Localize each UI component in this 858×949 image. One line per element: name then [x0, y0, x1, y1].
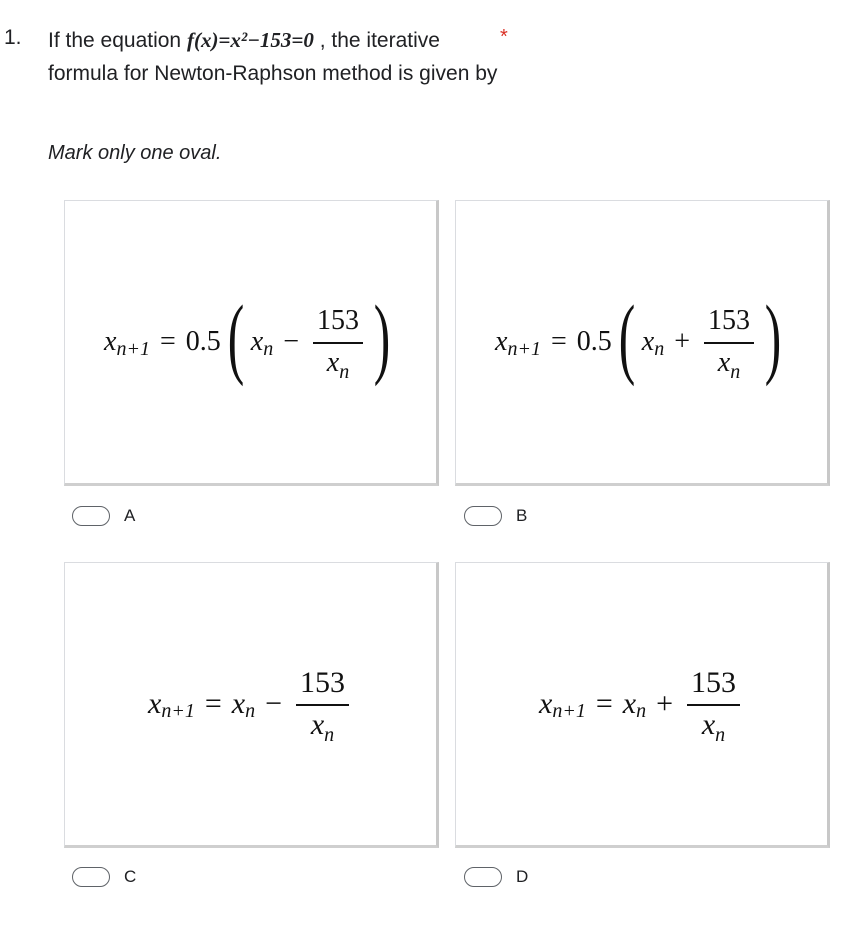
denominator — [717, 344, 741, 383]
minus-sign: − — [283, 326, 299, 357]
radio-oval-a[interactable] — [72, 506, 110, 526]
formula-d — [456, 563, 827, 845]
denominator-subscript: n — [324, 723, 335, 746]
equals-sign: = — [204, 687, 222, 720]
denominator-subscript: n — [339, 361, 350, 383]
lhs-subscript: n+1 — [161, 699, 195, 722]
denominator-var: x — [701, 707, 716, 741]
question-text-before: If the equation — [48, 29, 187, 52]
question-text — [48, 24, 498, 90]
instruction-text: Mark only one oval. — [48, 142, 222, 164]
denominator-var: x — [310, 707, 325, 741]
fraction — [687, 665, 740, 746]
radio-oval-b[interactable] — [464, 506, 502, 526]
coefficient: 0.5 — [185, 326, 221, 357]
fraction — [296, 665, 349, 746]
lhs-var: x — [539, 687, 553, 720]
open-paren: ( — [618, 288, 636, 387]
lhs-var: x — [104, 326, 117, 357]
close-paren: ) — [373, 288, 391, 387]
numerator: 153 — [687, 666, 740, 706]
option-image-d — [455, 562, 830, 848]
open-paren: ( — [227, 288, 245, 387]
option-image-a — [64, 200, 439, 486]
equals-sign: = — [159, 326, 176, 357]
function-expression: f(x)=x²−153=0 — [186, 28, 314, 52]
option-image-b — [455, 200, 830, 486]
option-c[interactable] — [72, 867, 136, 887]
x-subscript: n — [636, 699, 647, 722]
x-var: x — [250, 326, 264, 357]
denominator-var: x — [326, 347, 340, 378]
denominator-subscript: n — [715, 723, 726, 746]
fraction — [704, 304, 754, 383]
denominator — [310, 706, 335, 746]
close-paren: ) — [764, 288, 782, 387]
question-number: 1. — [4, 26, 22, 49]
formula-b — [456, 201, 827, 483]
denominator — [701, 706, 726, 746]
x-var: x — [641, 326, 655, 357]
denominator — [326, 344, 350, 383]
lhs-subscript: n+1 — [116, 337, 150, 360]
coefficient: 0.5 — [576, 326, 612, 357]
formula-a — [65, 201, 436, 483]
option-b[interactable] — [464, 506, 527, 526]
denominator-subscript: n — [730, 361, 741, 383]
formula-c — [65, 563, 436, 845]
fraction — [313, 304, 363, 383]
required-marker: * — [500, 26, 508, 48]
x-subscript: n — [245, 699, 256, 722]
question-text-after: , the iterative formula for Newton-Raphson method is given by — [48, 29, 498, 85]
lhs-var: x — [495, 326, 508, 357]
x-var: x — [231, 687, 246, 720]
radio-oval-d[interactable] — [464, 867, 502, 887]
radio-oval-c[interactable] — [72, 867, 110, 887]
numerator: 153 — [704, 304, 754, 344]
lhs-var: x — [148, 687, 162, 720]
option-d[interactable] — [464, 867, 528, 887]
equals-sign: = — [595, 687, 613, 720]
option-label-d: D — [516, 867, 529, 886]
option-label-c: C — [124, 867, 137, 886]
minus-sign: − — [265, 687, 282, 720]
plus-sign: + — [674, 326, 690, 357]
lhs-subscript: n+1 — [552, 699, 586, 722]
x-subscript: n — [263, 337, 274, 360]
option-image-c — [64, 562, 439, 848]
option-a[interactable] — [72, 506, 135, 526]
x-subscript: n — [654, 337, 665, 360]
option-label-a: A — [124, 506, 136, 525]
plus-sign: + — [656, 687, 673, 720]
equals-sign: = — [550, 326, 567, 357]
x-var: x — [622, 687, 637, 720]
numerator: 153 — [296, 666, 349, 706]
numerator: 153 — [313, 304, 363, 344]
option-label-b: B — [516, 506, 528, 525]
lhs-subscript: n+1 — [507, 337, 541, 360]
denominator-var: x — [717, 347, 731, 378]
